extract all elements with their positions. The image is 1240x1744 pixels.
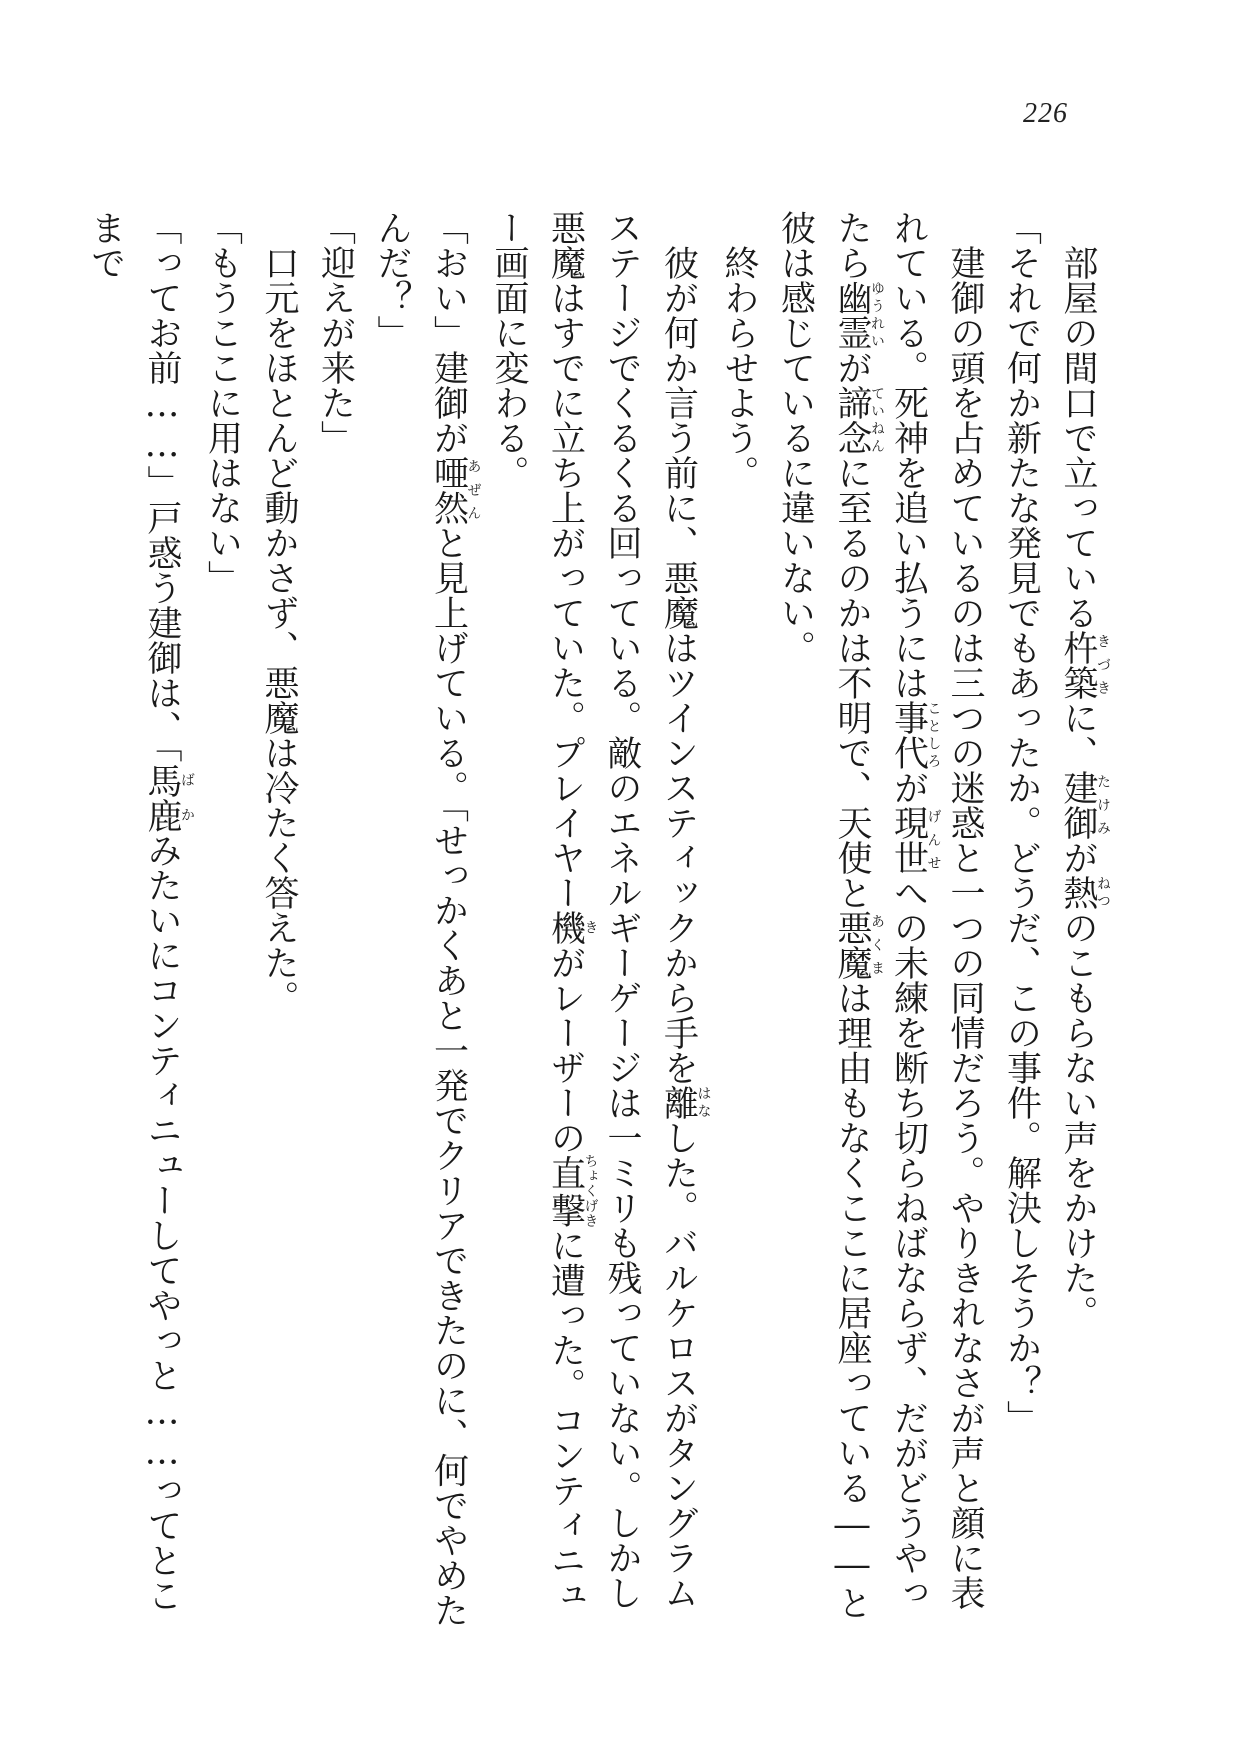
ruby-yuurei: 幽霊ゆうれい	[832, 280, 885, 350]
paragraph: 部屋の間口で立っている杵築きづきに、建御たけみが熱ねつのこもらない声をかけた。	[1058, 245, 1111, 1330]
ruby-teinen: 諦念ていねん	[832, 385, 885, 455]
ruby-baka: 馬鹿ばか	[142, 762, 195, 833]
dialogue-line: 「迎えが来た」	[315, 210, 356, 455]
dialogue-line: 「おい」建御が唖然あぜんと見上げている。「せっかくあと一発でクリアできたのに、何でやめたんだ？」	[372, 210, 482, 1628]
ruby-ki: 機き	[545, 910, 599, 945]
ruby-netsu: 熱ねつ	[1058, 875, 1111, 910]
ruby-gense: 現世げんせ	[888, 805, 942, 875]
body-text	[77, 210, 1110, 1630]
paragraph: 彼が何か言う前に、悪魔はツインスティックから手を離はなした。バルケロスがタングラムステージでくるくる回っている。敵のエネルギーゲージは一ミリも残っていない。しかし悪魔はすでに立ち上がっていた。プレイヤー機きがレーザーの直撃ちょくげきに遭った。コンティニュー画面に変わる。	[489, 210, 712, 1613]
page-number: 226	[1023, 98, 1068, 129]
ruby-takemi: 建御たけみ	[1058, 770, 1111, 840]
ruby-azen: 唖然あぜん	[428, 455, 482, 525]
dialogue-line: 「それで何か新たな発見でもあったか。どうだ、この事件。解決しそうか？」	[1001, 210, 1042, 1435]
paragraph: 終わらせよう。	[719, 245, 759, 490]
paragraph: 建御の頭を占めているのは三つの迷惑と一つの同情だろう。やりきれなさが声と顔に表れている。死神を追い払うには事代ことしろが現世げんせへの未練を断ち切らねばならず、だがどうやったら幽霊ゆうれいが諦念ていねんに至るのかは不明で、天使と悪魔あくまは理由もなくここに居座っている――と彼は感じているに違いない。	[775, 210, 985, 1620]
paragraph: 口元をほとんど動かさず、悪魔は冷たく答えた。	[259, 245, 299, 1015]
ruby-hana: 離はな	[658, 1085, 712, 1120]
ruby-akuma: 悪魔あくま	[832, 910, 885, 980]
dialogue-line: 「ってお前……」戸惑う建御は、「馬鹿ばかみたいにコンティニューしてやっと……ってとこまで	[85, 210, 195, 1613]
ruby-kotoshiro: 事代ことしろ	[888, 700, 942, 770]
ruby-chokugeki: 直撃ちょくげき	[545, 1153, 599, 1229]
dialogue-line: 「もうここに用はない」	[202, 210, 243, 595]
ruby-kizuki: 杵築きづき	[1058, 630, 1111, 700]
